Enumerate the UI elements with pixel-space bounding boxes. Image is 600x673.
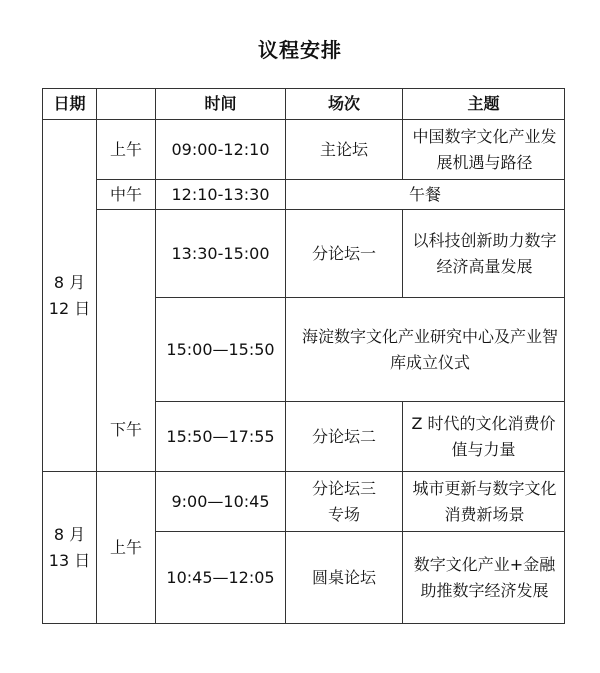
session-cell: 上午 (97, 120, 156, 180)
header-date: 日期 (43, 89, 97, 120)
time-cell: 15:00—15:50 (156, 298, 286, 402)
table-row (43, 472, 565, 532)
theme-cell: 午餐 (286, 180, 565, 210)
table-header-row (43, 89, 565, 120)
session-cell: 中午 (97, 180, 156, 210)
theme-cell: Z 时代的文化消费价值与力量 (403, 402, 565, 472)
venue-cell: 圆桌论坛 (286, 532, 403, 624)
venue-cell: 分论坛一 (286, 210, 403, 298)
header-time: 时间 (156, 89, 286, 120)
session-cell: 上午 (97, 472, 156, 624)
date-cell-day1 (43, 120, 97, 472)
agenda-table (42, 88, 565, 624)
venue-cell: 分论坛三专场 (286, 472, 403, 532)
date-line: 12 日 (48, 298, 91, 318)
date-line: 13 日 (48, 550, 91, 570)
page-title: 议程安排 (258, 38, 342, 62)
theme-cell: 海淀数字文化产业研究中心及产业智库成立仪式 (286, 298, 565, 402)
time-cell: 13:30-15:00 (156, 210, 286, 298)
date-line: 8 月 (53, 524, 86, 544)
theme-cell: 中国数字文化产业发展机遇与路径 (403, 120, 565, 180)
theme-cell: 数字文化产业+金融助推数字经济发展 (403, 532, 565, 624)
date-line: 8 月 (53, 272, 86, 292)
time-cell: 12:10-13:30 (156, 180, 286, 210)
session-cell: 下午 (97, 210, 156, 472)
header-venue: 场次 (286, 89, 403, 120)
venue-cell: 分论坛二 (286, 402, 403, 472)
time-cell: 10:45—12:05 (156, 532, 286, 624)
header-theme: 主题 (403, 89, 565, 120)
header-blank (97, 89, 156, 120)
table-row (43, 180, 565, 210)
time-cell: 15:50—17:55 (156, 402, 286, 472)
time-cell: 09:00-12:10 (156, 120, 286, 180)
table-row (43, 120, 565, 180)
theme-cell: 以科技创新助力数字经济高量发展 (403, 210, 565, 298)
venue-cell: 主论坛 (286, 120, 403, 180)
theme-cell: 城市更新与数字文化消费新场景 (403, 472, 565, 532)
table-row (43, 210, 565, 298)
date-cell-day2 (43, 472, 97, 624)
time-cell: 9:00—10:45 (156, 472, 286, 532)
